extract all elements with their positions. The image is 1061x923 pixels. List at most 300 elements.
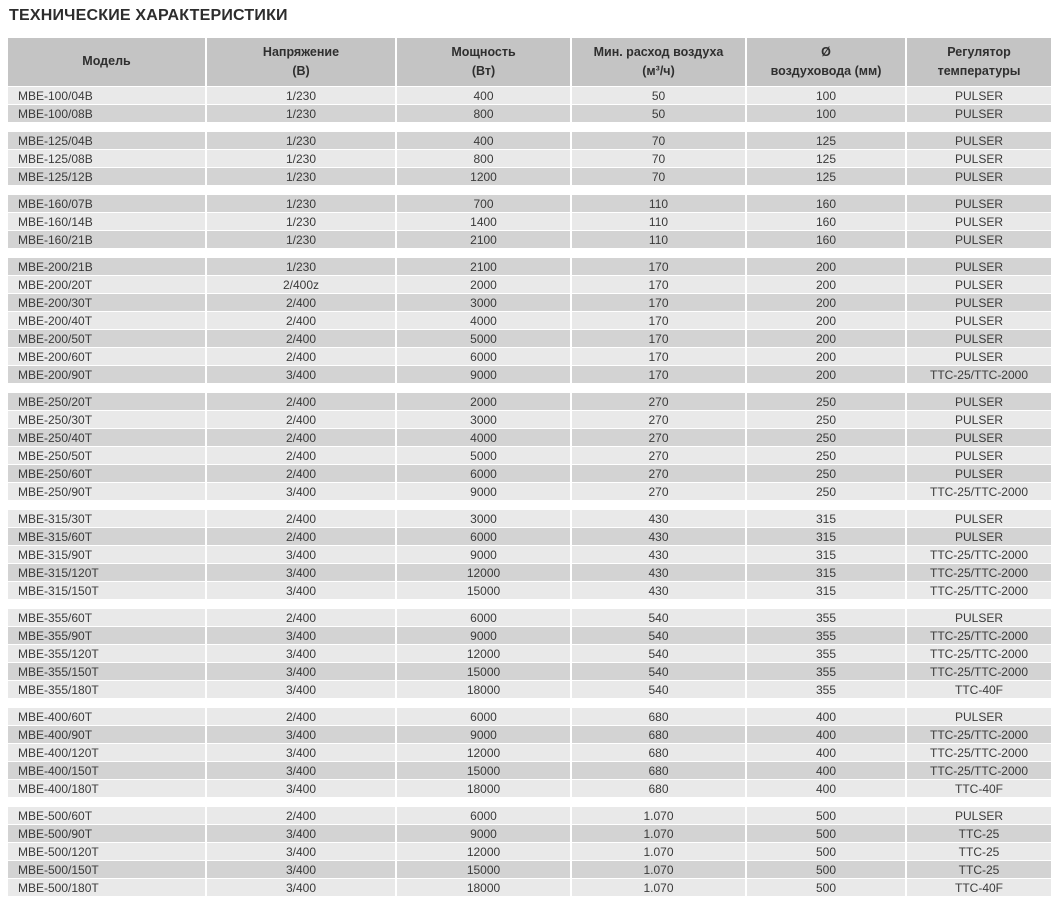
cell-airflow: 680: [572, 744, 745, 761]
specs-table: [6, 37, 1053, 897]
cell-model: MBE-250/50T: [8, 447, 205, 464]
cell-model: MBE-355/120T: [8, 645, 205, 662]
cell-airflow: 270: [572, 393, 745, 410]
cell-power: 12000: [397, 645, 570, 662]
cell-voltage: 3/400: [207, 726, 395, 743]
cell-regulator: PULSER: [907, 312, 1051, 329]
cell-duct: 355: [747, 663, 905, 680]
table-row: [8, 564, 1051, 581]
group-separator-cell: [8, 798, 1051, 806]
cell-voltage: 3/400: [207, 843, 395, 860]
cell-power: 800: [397, 105, 570, 122]
cell-duct: 160: [747, 231, 905, 248]
cell-regulator: PULSER: [907, 258, 1051, 275]
cell-power: 12000: [397, 843, 570, 860]
cell-power: 9000: [397, 366, 570, 383]
cell-duct: 200: [747, 258, 905, 275]
cell-voltage: 3/400: [207, 663, 395, 680]
cell-model: MBE-355/90T: [8, 627, 205, 644]
cell-airflow: 540: [572, 663, 745, 680]
cell-power: 9000: [397, 726, 570, 743]
cell-duct: 250: [747, 393, 905, 410]
cell-voltage: 3/400: [207, 681, 395, 698]
cell-airflow: 170: [572, 330, 745, 347]
table-row: [8, 627, 1051, 644]
page-title: ТЕХНИЧЕСКИЕ ХАРАКТЕРИСТИКИ: [9, 7, 288, 24]
group-separator: [8, 501, 1051, 509]
cell-airflow: 1.070: [572, 861, 745, 878]
cell-power: 2000: [397, 393, 570, 410]
cell-airflow: 430: [572, 582, 745, 599]
cell-model: MBE-200/60T: [8, 348, 205, 365]
cell-model: MBE-400/90T: [8, 726, 205, 743]
column-header-line1: Регулятор: [947, 44, 1011, 59]
cell-model: MBE-200/21B: [8, 258, 205, 275]
cell-power: 3000: [397, 294, 570, 311]
cell-voltage: 1/230: [207, 213, 395, 230]
table-row: [8, 87, 1051, 104]
table-row: [8, 168, 1051, 185]
cell-model: MBE-315/120T: [8, 564, 205, 581]
column-header-line2: (Вт): [471, 64, 496, 78]
table-row: [8, 879, 1051, 896]
table-row: [8, 645, 1051, 662]
cell-power: 15000: [397, 762, 570, 779]
cell-regulator: TTC-25: [907, 861, 1051, 878]
cell-regulator: PULSER: [907, 609, 1051, 626]
cell-model: MBE-500/180T: [8, 879, 205, 896]
cell-voltage: 3/400: [207, 780, 395, 797]
cell-regulator: PULSER: [907, 195, 1051, 212]
column-header-line1: Мин. расход воздуха: [593, 44, 724, 59]
cell-airflow: 70: [572, 150, 745, 167]
cell-regulator: PULSER: [907, 276, 1051, 293]
cell-duct: 250: [747, 447, 905, 464]
cell-airflow: 1.070: [572, 879, 745, 896]
table-row: [8, 528, 1051, 545]
cell-voltage: 2/400z: [207, 276, 395, 293]
cell-regulator: PULSER: [907, 294, 1051, 311]
column-header-line1: Модель: [82, 54, 131, 69]
cell-regulator: TTC-40F: [907, 681, 1051, 698]
cell-duct: 400: [747, 744, 905, 761]
header-row: [8, 38, 1051, 86]
cell-power: 700: [397, 195, 570, 212]
cell-regulator: PULSER: [907, 105, 1051, 122]
group-separator: [8, 600, 1051, 608]
cell-duct: 200: [747, 348, 905, 365]
group-separator: [8, 798, 1051, 806]
cell-power: 6000: [397, 609, 570, 626]
cell-regulator: TTC-40F: [907, 780, 1051, 797]
cell-duct: 500: [747, 861, 905, 878]
cell-regulator: TTC-25/TTC-2000: [907, 582, 1051, 599]
table-row: [8, 825, 1051, 842]
table-row: [8, 312, 1051, 329]
column-header-line1: Мощность: [451, 44, 516, 59]
table-row: [8, 861, 1051, 878]
cell-duct: 200: [747, 294, 905, 311]
cell-voltage: 1/230: [207, 105, 395, 122]
cell-airflow: 430: [572, 546, 745, 563]
cell-power: 5000: [397, 330, 570, 347]
cell-model: MBE-250/20T: [8, 393, 205, 410]
table-row: [8, 393, 1051, 410]
cell-regulator: PULSER: [907, 348, 1051, 365]
table-row: [8, 447, 1051, 464]
cell-duct: 315: [747, 546, 905, 563]
cell-airflow: 170: [572, 366, 745, 383]
cell-duct: 400: [747, 726, 905, 743]
table-row: [8, 546, 1051, 563]
cell-regulator: PULSER: [907, 168, 1051, 185]
cell-power: 800: [397, 150, 570, 167]
cell-duct: 315: [747, 564, 905, 581]
group-separator-cell: [8, 501, 1051, 509]
cell-power: 12000: [397, 564, 570, 581]
cell-duct: 500: [747, 825, 905, 842]
cell-airflow: 110: [572, 213, 745, 230]
table-row: [8, 429, 1051, 446]
cell-duct: 315: [747, 528, 905, 545]
cell-regulator: TTC-25/TTC-2000: [907, 744, 1051, 761]
cell-duct: 100: [747, 87, 905, 104]
column-header-model: [8, 38, 205, 86]
table-row: [8, 330, 1051, 347]
cell-airflow: 270: [572, 447, 745, 464]
cell-airflow: 540: [572, 609, 745, 626]
cell-model: MBE-125/04B: [8, 132, 205, 149]
cell-model: MBE-250/30T: [8, 411, 205, 428]
cell-voltage: 2/400: [207, 510, 395, 527]
cell-voltage: 1/230: [207, 150, 395, 167]
cell-airflow: 170: [572, 348, 745, 365]
cell-voltage: 3/400: [207, 762, 395, 779]
cell-airflow: 430: [572, 528, 745, 545]
cell-power: 15000: [397, 861, 570, 878]
cell-power: 4000: [397, 312, 570, 329]
cell-model: MBE-200/20T: [8, 276, 205, 293]
cell-regulator: TTC-40F: [907, 879, 1051, 896]
cell-model: MBE-160/14B: [8, 213, 205, 230]
cell-power: 2100: [397, 231, 570, 248]
cell-duct: 250: [747, 411, 905, 428]
cell-model: MBE-500/90T: [8, 825, 205, 842]
table-row: [8, 483, 1051, 500]
cell-model: MBE-355/150T: [8, 663, 205, 680]
cell-duct: 125: [747, 168, 905, 185]
cell-airflow: 50: [572, 105, 745, 122]
cell-regulator: TTC-25/TTC-2000: [907, 627, 1051, 644]
cell-power: 2000: [397, 276, 570, 293]
cell-voltage: 3/400: [207, 483, 395, 500]
cell-voltage: 2/400: [207, 411, 395, 428]
cell-airflow: 110: [572, 231, 745, 248]
cell-voltage: 1/230: [207, 132, 395, 149]
cell-voltage: 2/400: [207, 447, 395, 464]
table-row: [8, 663, 1051, 680]
cell-airflow: 270: [572, 465, 745, 482]
cell-power: 9000: [397, 483, 570, 500]
cell-power: 400: [397, 87, 570, 104]
cell-model: MBE-200/40T: [8, 312, 205, 329]
cell-power: 3000: [397, 411, 570, 428]
column-header-power: [397, 38, 570, 86]
cell-regulator: PULSER: [907, 510, 1051, 527]
group-separator: [8, 699, 1051, 707]
cell-duct: 355: [747, 645, 905, 662]
cell-regulator: PULSER: [907, 447, 1051, 464]
cell-model: MBE-355/180T: [8, 681, 205, 698]
column-header-line2: температуры: [937, 64, 1021, 78]
cell-airflow: 270: [572, 483, 745, 500]
cell-power: 6000: [397, 348, 570, 365]
table-row: [8, 780, 1051, 797]
cell-airflow: 270: [572, 429, 745, 446]
cell-voltage: 3/400: [207, 546, 395, 563]
table-row: [8, 681, 1051, 698]
cell-regulator: PULSER: [907, 213, 1051, 230]
cell-power: 9000: [397, 825, 570, 842]
group-separator-cell: [8, 186, 1051, 194]
cell-power: 9000: [397, 627, 570, 644]
column-header-line2: (м³/ч): [642, 64, 675, 78]
cell-airflow: 680: [572, 708, 745, 725]
cell-model: MBE-315/30T: [8, 510, 205, 527]
cell-airflow: 540: [572, 627, 745, 644]
cell-model: MBE-400/150T: [8, 762, 205, 779]
cell-duct: 250: [747, 483, 905, 500]
cell-duct: 125: [747, 132, 905, 149]
cell-airflow: 680: [572, 780, 745, 797]
cell-voltage: 2/400: [207, 708, 395, 725]
cell-voltage: 3/400: [207, 366, 395, 383]
cell-airflow: 680: [572, 762, 745, 779]
cell-power: 4000: [397, 429, 570, 446]
cell-voltage: 2/400: [207, 528, 395, 545]
cell-model: MBE-100/08B: [8, 105, 205, 122]
group-separator-cell: [8, 384, 1051, 392]
cell-regulator: TTC-25/TTC-2000: [907, 546, 1051, 563]
cell-airflow: 110: [572, 195, 745, 212]
table-row: [8, 150, 1051, 167]
table-row: [8, 294, 1051, 311]
cell-airflow: 1.070: [572, 825, 745, 842]
cell-airflow: 430: [572, 510, 745, 527]
cell-duct: 200: [747, 312, 905, 329]
cell-duct: 160: [747, 213, 905, 230]
cell-model: MBE-500/150T: [8, 861, 205, 878]
cell-airflow: 1.070: [572, 807, 745, 824]
table-row: [8, 744, 1051, 761]
cell-voltage: 2/400: [207, 429, 395, 446]
cell-model: MBE-315/60T: [8, 528, 205, 545]
cell-duct: 250: [747, 465, 905, 482]
cell-duct: 315: [747, 510, 905, 527]
cell-voltage: 2/400: [207, 294, 395, 311]
cell-duct: 400: [747, 708, 905, 725]
table-row: [8, 807, 1051, 824]
cell-voltage: 1/230: [207, 258, 395, 275]
cell-regulator: PULSER: [907, 411, 1051, 428]
cell-regulator: PULSER: [907, 528, 1051, 545]
cell-voltage: 2/400: [207, 330, 395, 347]
cell-regulator: PULSER: [907, 708, 1051, 725]
cell-airflow: 1.070: [572, 843, 745, 860]
cell-voltage: 1/230: [207, 231, 395, 248]
cell-regulator: TTC-25/TTC-2000: [907, 564, 1051, 581]
cell-regulator: PULSER: [907, 150, 1051, 167]
cell-regulator: TTC-25/TTC-2000: [907, 726, 1051, 743]
cell-voltage: 3/400: [207, 744, 395, 761]
cell-regulator: PULSER: [907, 465, 1051, 482]
cell-model: MBE-250/90T: [8, 483, 205, 500]
table-row: [8, 195, 1051, 212]
cell-duct: 500: [747, 807, 905, 824]
column-header-regulator: [907, 38, 1051, 86]
cell-power: 6000: [397, 807, 570, 824]
cell-regulator: TTC-25: [907, 825, 1051, 842]
cell-voltage: 2/400: [207, 807, 395, 824]
cell-model: MBE-400/120T: [8, 744, 205, 761]
cell-voltage: 1/230: [207, 195, 395, 212]
group-separator: [8, 123, 1051, 131]
column-header-line1: Ø: [821, 44, 831, 59]
cell-voltage: 3/400: [207, 627, 395, 644]
cell-model: MBE-125/08B: [8, 150, 205, 167]
cell-regulator: TTC-25/TTC-2000: [907, 366, 1051, 383]
cell-model: MBE-160/07B: [8, 195, 205, 212]
cell-regulator: PULSER: [907, 330, 1051, 347]
table-row: [8, 132, 1051, 149]
column-header-voltage: [207, 38, 395, 86]
cell-airflow: 50: [572, 87, 745, 104]
cell-power: 1200: [397, 168, 570, 185]
table-row: [8, 708, 1051, 725]
cell-power: 18000: [397, 681, 570, 698]
cell-power: 6000: [397, 465, 570, 482]
group-separator: [8, 249, 1051, 257]
cell-duct: 200: [747, 330, 905, 347]
cell-duct: 200: [747, 366, 905, 383]
cell-airflow: 540: [572, 681, 745, 698]
column-header-line2: (В): [292, 64, 310, 78]
table-row: [8, 609, 1051, 626]
cell-model: MBE-355/60T: [8, 609, 205, 626]
table-body: [8, 87, 1051, 896]
cell-duct: 250: [747, 429, 905, 446]
cell-voltage: 3/400: [207, 879, 395, 896]
column-header-line2: воздуховода (мм): [770, 64, 882, 78]
cell-power: 2100: [397, 258, 570, 275]
column-header-line1: Напряжение: [262, 44, 340, 59]
cell-regulator: TTC-25/TTC-2000: [907, 663, 1051, 680]
cell-power: 1400: [397, 213, 570, 230]
cell-voltage: 1/230: [207, 87, 395, 104]
column-header-airflow: [572, 38, 745, 86]
cell-power: 5000: [397, 447, 570, 464]
cell-voltage: 3/400: [207, 645, 395, 662]
group-separator-cell: [8, 249, 1051, 257]
group-separator-cell: [8, 123, 1051, 131]
cell-duct: 100: [747, 105, 905, 122]
cell-duct: 125: [747, 150, 905, 167]
cell-duct: 500: [747, 843, 905, 860]
cell-airflow: 270: [572, 411, 745, 428]
table-row: [8, 465, 1051, 482]
cell-voltage: 2/400: [207, 609, 395, 626]
table-row: [8, 762, 1051, 779]
group-separator: [8, 384, 1051, 392]
table-row: [8, 231, 1051, 248]
cell-model: MBE-100/04B: [8, 87, 205, 104]
table-row: [8, 510, 1051, 527]
table-row: [8, 411, 1051, 428]
cell-airflow: 540: [572, 645, 745, 662]
table-row: [8, 258, 1051, 275]
table-header: [8, 38, 1051, 86]
cell-airflow: 70: [572, 132, 745, 149]
cell-regulator: PULSER: [907, 87, 1051, 104]
table-row: [8, 726, 1051, 743]
cell-voltage: 3/400: [207, 825, 395, 842]
cell-voltage: 3/400: [207, 861, 395, 878]
cell-airflow: 170: [572, 258, 745, 275]
cell-regulator: PULSER: [907, 231, 1051, 248]
cell-model: MBE-315/90T: [8, 546, 205, 563]
cell-duct: 400: [747, 780, 905, 797]
cell-regulator: PULSER: [907, 393, 1051, 410]
cell-power: 15000: [397, 663, 570, 680]
cell-model: MBE-200/30T: [8, 294, 205, 311]
cell-power: 12000: [397, 744, 570, 761]
table-row: [8, 105, 1051, 122]
table-row: [8, 366, 1051, 383]
cell-airflow: 170: [572, 312, 745, 329]
cell-power: 400: [397, 132, 570, 149]
group-separator: [8, 186, 1051, 194]
cell-power: 9000: [397, 546, 570, 563]
cell-model: MBE-400/60T: [8, 708, 205, 725]
cell-regulator: PULSER: [907, 429, 1051, 446]
group-separator-cell: [8, 600, 1051, 608]
cell-model: MBE-250/40T: [8, 429, 205, 446]
cell-model: MBE-200/90T: [8, 366, 205, 383]
cell-model: MBE-500/120T: [8, 843, 205, 860]
cell-airflow: 430: [572, 564, 745, 581]
cell-duct: 200: [747, 276, 905, 293]
cell-duct: 355: [747, 627, 905, 644]
cell-regulator: TTC-25/TTC-2000: [907, 483, 1051, 500]
cell-model: MBE-160/21B: [8, 231, 205, 248]
cell-duct: 400: [747, 762, 905, 779]
cell-power: 18000: [397, 780, 570, 797]
group-separator-cell: [8, 699, 1051, 707]
cell-duct: 315: [747, 582, 905, 599]
cell-regulator: TTC-25/TTC-2000: [907, 762, 1051, 779]
cell-power: 6000: [397, 708, 570, 725]
cell-model: MBE-400/180T: [8, 780, 205, 797]
cell-voltage: 2/400: [207, 393, 395, 410]
cell-regulator: TTC-25/TTC-2000: [907, 645, 1051, 662]
cell-regulator: PULSER: [907, 132, 1051, 149]
cell-duct: 355: [747, 681, 905, 698]
cell-model: MBE-500/60T: [8, 807, 205, 824]
cell-duct: 500: [747, 879, 905, 896]
cell-voltage: 2/400: [207, 465, 395, 482]
table-row: [8, 843, 1051, 860]
cell-voltage: 2/400: [207, 348, 395, 365]
